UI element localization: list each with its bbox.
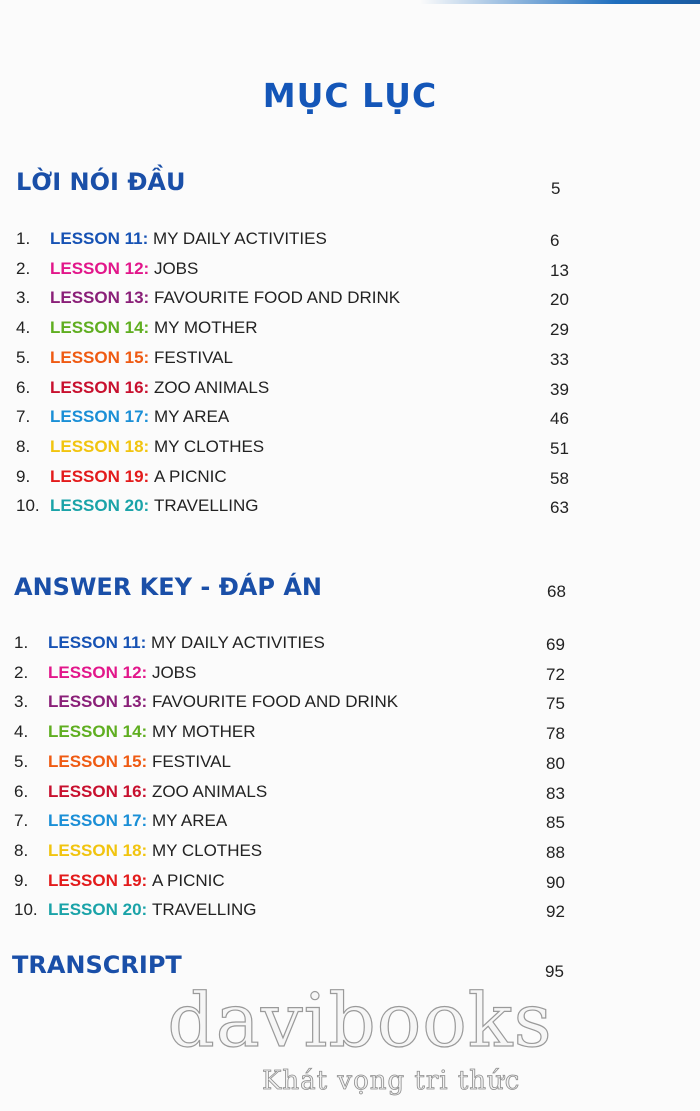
- entry-number: 7.: [16, 407, 31, 427]
- answer-key-page-number: 68: [547, 582, 566, 601]
- entry-page-number: 51: [550, 438, 569, 458]
- toc-entry[interactable]: [14, 782, 614, 806]
- entry-number: 5.: [16, 347, 31, 367]
- lesson-number-text: LESSON 18:: [50, 436, 150, 456]
- entry-number: 1.: [16, 229, 31, 248]
- answer-key-heading[interactable]: ANSWER KEY - ĐÁP ÁN: [14, 573, 322, 601]
- entry-page-number: 69: [546, 635, 565, 654]
- lesson-number-text: LESSON 15:: [48, 751, 148, 771]
- toc-entry[interactable]: [14, 811, 614, 835]
- lesson-label: [48, 811, 227, 831]
- lesson-label: [50, 318, 258, 338]
- entry-page-number: 90: [546, 872, 565, 892]
- lesson-topic: A PICNIC: [153, 466, 227, 486]
- toc-entry[interactable]: [16, 496, 616, 520]
- entry-page-number: 33: [550, 349, 569, 369]
- lesson-number-text: LESSON 20:: [50, 496, 150, 516]
- lesson-label: [48, 752, 231, 772]
- preface-heading[interactable]: LỜI NÓI ĐẦU: [16, 168, 186, 196]
- toc-entry[interactable]: [16, 318, 616, 342]
- toc-entry[interactable]: [14, 752, 614, 776]
- lesson-number-text: LESSON 19:: [48, 870, 148, 890]
- entry-number: 6.: [16, 377, 31, 397]
- lesson-topic: MY AREA: [153, 407, 230, 427]
- lesson-label: [48, 871, 225, 891]
- entry-number: 10.: [16, 496, 40, 516]
- lesson-topic: MY DAILY ACTIVITIES: [151, 633, 325, 652]
- lesson-label: [50, 259, 198, 279]
- entry-number: 9.: [16, 466, 31, 486]
- lesson-number-text: LESSON 20:: [48, 900, 148, 920]
- entry-number: 2.: [16, 258, 31, 278]
- entry-number: 1.: [14, 633, 29, 652]
- entry-page-number: 6: [550, 231, 560, 250]
- entry-page-number: 78: [546, 724, 565, 744]
- lesson-label: [50, 496, 259, 516]
- lesson-topic: FAVOURITE FOOD AND DRINK: [153, 288, 401, 308]
- toc-entry[interactable]: [14, 692, 614, 716]
- lesson-label: [50, 437, 264, 457]
- entry-number: 7.: [14, 811, 29, 831]
- entry-page-number: 92: [546, 902, 565, 922]
- entry-page-number: 20: [550, 290, 569, 310]
- entry-page-number: 58: [550, 468, 569, 488]
- lesson-label: [48, 841, 262, 861]
- entry-page-number: 85: [546, 813, 565, 833]
- lesson-number-text: LESSON 13:: [50, 288, 150, 308]
- toc-entry[interactable]: [14, 663, 614, 687]
- entry-page-number: 29: [550, 320, 569, 340]
- entry-number: 2.: [14, 662, 29, 682]
- lesson-number-text: LESSON 16:: [48, 781, 148, 801]
- lesson-topic: FAVOURITE FOOD AND DRINK: [151, 692, 399, 712]
- toc-entry[interactable]: [14, 633, 614, 657]
- entry-page-number: 13: [550, 260, 569, 280]
- lesson-label: [48, 900, 257, 920]
- lesson-number-text: LESSON 12:: [48, 662, 148, 682]
- toc-entry[interactable]: [14, 722, 614, 746]
- lesson-number-text: LESSON 14:: [48, 722, 148, 742]
- davibooks-watermark: davibooks: [167, 978, 553, 1064]
- entry-number: 4.: [16, 318, 31, 338]
- transcript-heading[interactable]: TRANSCRIPT: [12, 951, 182, 979]
- toc-entry[interactable]: [14, 871, 614, 895]
- lesson-label: [50, 348, 233, 368]
- lesson-topic: TRAVELLING: [153, 496, 259, 516]
- lesson-topic: MY MOTHER: [153, 318, 258, 338]
- lesson-topic: FESTIVAL: [153, 347, 233, 367]
- lesson-topic: MY DAILY ACTIVITIES: [153, 229, 327, 248]
- lesson-label: [48, 663, 196, 683]
- entry-number: 3.: [14, 692, 29, 712]
- entry-page-number: 75: [546, 694, 565, 714]
- lesson-number-text: LESSON 11:: [48, 633, 147, 652]
- lesson-topic: ZOO ANIMALS: [153, 377, 270, 397]
- lesson-label: [50, 467, 227, 487]
- lesson-topic: JOBS: [151, 662, 197, 682]
- toc-entry[interactable]: [16, 229, 616, 253]
- toc-entry[interactable]: [16, 437, 616, 461]
- lesson-topic: MY MOTHER: [151, 722, 256, 742]
- toc-entry[interactable]: [14, 841, 614, 865]
- lesson-label: [50, 378, 269, 398]
- lesson-topic: FESTIVAL: [151, 751, 231, 771]
- toc-entry[interactable]: [16, 348, 616, 372]
- lesson-number-text: LESSON 12:: [50, 258, 150, 278]
- entry-page-number: 83: [546, 783, 565, 803]
- preface-page-number: 5: [551, 179, 561, 198]
- lesson-topic: MY CLOTHES: [151, 840, 263, 860]
- lesson-label: [50, 229, 327, 249]
- lesson-number-text: LESSON 17:: [50, 407, 150, 427]
- top-edge-strip: [420, 0, 700, 4]
- entry-page-number: 80: [546, 753, 565, 773]
- entry-number: 8.: [16, 436, 31, 456]
- lesson-topic: TRAVELLING: [151, 900, 257, 920]
- lesson-topic: MY CLOTHES: [153, 436, 265, 456]
- entry-number: 10.: [14, 900, 38, 920]
- lesson-number-text: LESSON 17:: [48, 811, 148, 831]
- lesson-number-text: LESSON 19:: [50, 466, 150, 486]
- lesson-number-text: LESSON 15:: [50, 347, 150, 367]
- entry-number: 5.: [14, 751, 29, 771]
- toc-entry[interactable]: [16, 378, 616, 402]
- toc-entry[interactable]: [16, 467, 616, 491]
- entry-page-number: 72: [546, 664, 565, 684]
- entry-page-number: 46: [550, 409, 569, 429]
- entry-number: 6.: [14, 781, 29, 801]
- toc-entry[interactable]: [16, 259, 616, 283]
- lesson-label: [48, 692, 398, 712]
- lesson-topic: ZOO ANIMALS: [151, 781, 268, 801]
- lesson-label: [48, 722, 256, 742]
- toc-entry[interactable]: [16, 288, 616, 312]
- lesson-topic: MY AREA: [151, 811, 228, 831]
- toc-entry[interactable]: [14, 900, 614, 924]
- lesson-number-text: LESSON 13:: [48, 692, 148, 712]
- entry-page-number: 63: [550, 498, 569, 518]
- lesson-label: [50, 288, 400, 308]
- lesson-label: [50, 407, 229, 427]
- lesson-topic: A PICNIC: [151, 870, 225, 890]
- entry-page-number: 39: [550, 379, 569, 399]
- page-title: MỤC LỤC: [262, 76, 438, 115]
- lesson-label: [48, 633, 325, 653]
- lesson-number-text: LESSON 16:: [50, 377, 150, 397]
- lesson-number-text: LESSON 18:: [48, 840, 148, 860]
- transcript-page-number: 95: [545, 962, 564, 981]
- lesson-topic: JOBS: [153, 258, 199, 278]
- entry-number: 9.: [14, 870, 29, 890]
- entry-page-number: 88: [546, 842, 565, 862]
- entry-number: 3.: [16, 288, 31, 308]
- lesson-label: [48, 782, 267, 802]
- entry-number: 4.: [14, 722, 29, 742]
- entry-number: 8.: [14, 840, 29, 860]
- watermark-tagline: Khát vọng tri thức: [262, 1066, 521, 1096]
- lesson-number-text: LESSON 14:: [50, 318, 150, 338]
- toc-entry[interactable]: [16, 407, 616, 431]
- lesson-number-text: LESSON 11:: [50, 229, 149, 248]
